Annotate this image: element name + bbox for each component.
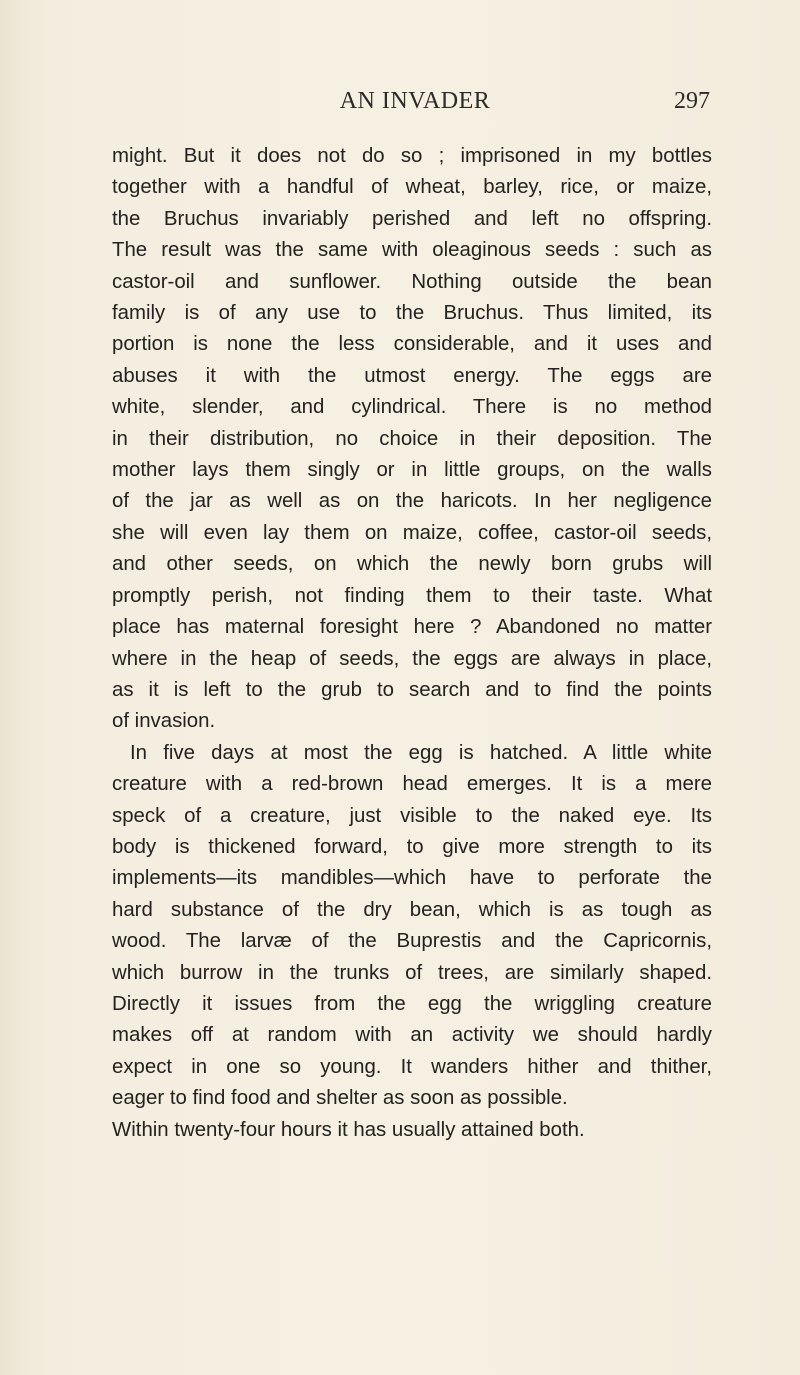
text-line: the Bruchus invariably perished and left no offspring. (112, 207, 712, 230)
text-line: implements—its mandibles—which have to perforate the (112, 867, 712, 890)
text-line: abuses it with the utmost energy. The eggs are (112, 364, 712, 387)
text-line: white, slender, and cylindrical. There is no method (112, 396, 712, 419)
text-line: eager to find food and shelter as soon as possible. (112, 1087, 568, 1110)
text-line: in their distribution, no choice in their deposition. The (112, 427, 712, 450)
text-line: together with a handful of wheat, barley, rice, or maize, (112, 176, 712, 199)
text-line: speck of a creature, just visible to the naked eye. Its (112, 804, 712, 827)
text-line: which burrow in the trunks of trees, are similarly shaped. (112, 961, 712, 984)
text-line: she will even lay them on maize, coffee, castor-oil seeds, (112, 521, 712, 544)
text-line: makes off at random with an activity we should hardly (112, 1024, 712, 1047)
text-line: and other seeds, on which the newly born grubs will (112, 553, 712, 576)
text-line: of the jar as well as on the haricots. In her negligence (112, 490, 712, 513)
text-line: Within twenty-four hours it has usually attained both. (112, 1118, 585, 1141)
text-line: The result was the same with oleaginous seeds : such as (112, 239, 712, 262)
text-line: expect in one so young. It wanders hither and thither, (112, 1055, 712, 1078)
text-line: where in the heap of seeds, the eggs are always in place, (112, 647, 712, 670)
text-line: family is of any use to the Bruchus. Thus limited, its (112, 302, 712, 325)
running-head: AN INVADER (339, 88, 491, 114)
text-line: of invasion. (112, 710, 216, 733)
text-line: body is thickened forward, to give more strength to its (112, 835, 712, 858)
page-header (120, 88, 710, 118)
text-line: place has maternal foresight here ? Abandoned no matter (112, 616, 712, 639)
text-line: mother lays them singly or in little groups, on the walls (112, 459, 712, 482)
text-line: might. But it does not do so ; imprisoned in my bottles (112, 145, 712, 167)
text-line: Directly it issues from the egg the wriggling creature (112, 992, 712, 1015)
page-number: 297 (674, 88, 710, 114)
text-line: promptly perish, not finding them to their taste. What (112, 584, 712, 607)
text-line: creature with a red-brown head emerges. It is a mere (112, 773, 712, 796)
body-text (112, 141, 712, 1146)
text-line: hard substance of the dry bean, which is as tough as (112, 898, 712, 921)
text-line: as it is left to the grub to search and to find the points (112, 678, 712, 701)
text-line: castor-oil and sunflower. Nothing outside the bean (112, 270, 712, 293)
text-line: In five days at most the egg is hatched. A little white (130, 741, 712, 764)
text-line: wood. The larvæ of the Buprestis and the Capricornis, (112, 930, 712, 953)
text-line: portion is none the less considerable, and it uses and (112, 333, 712, 356)
